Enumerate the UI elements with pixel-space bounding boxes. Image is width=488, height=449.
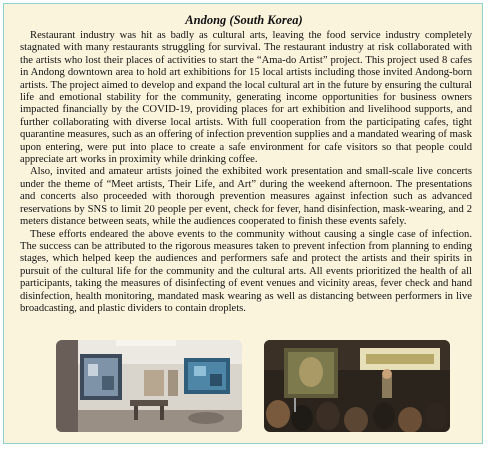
cafe-exhibition-photo [56, 340, 242, 432]
live-concert-photo [264, 340, 450, 432]
paragraph-3: These efforts endeared the above events to the community without causing a single case of infection. The success can be attributed to the rigorous measures taken to prevent infection from planning to ending stages, which helped keep the audiences and performers safe and protect the artists and their spirits in pursuit of the cultural life for the community and the cultural arts. All events prioritized the health of all participants, taking the measures of disinfecting of event venues and vicinity areas, fever check and hand disinfection, health monitoring, mandated mask wearing as well as distancing between performers in live broadcasting, and plastic dividers to contain droplets. [20, 228, 472, 314]
case-study-title: Andong (South Korea) [185, 13, 303, 27]
paragraph-2: Also, invited and amateur artists joined the exhibited work presentation and small-scale live concerts under the theme of “Meet artists, Their Life, and Art” during the weekend afternoon. The presentations and concerts also proceeded with thorough prevention measures against infection such as advanced reservations by SNS to limit 20 people per event, check for fever, hand disinfection, mask-wearing, and 2 meters distance between seats, while the audiences cooperated to finish these events safely. [20, 166, 472, 228]
case-study-box [3, 3, 483, 444]
paragraph-1: Restaurant industry was hit as badly as cultural arts, leaving the food service industry completely stagnated with many restaurants struggling for survival. The restaurant industry at risk collaborated with the artists who lost their places of activities to start the “Ama-do Artist” project. This project used 8 cafes in Andong downtown area to hold art exhibitions for 15 local artists including those invited Andong-born artists. The project aimed to develop and expand the local cultural art in the future by ensuring the cultural life and emotional stability for the community, generating income opportunities for business owners impacted financially by the COVID-19, providing places for art exhibition and livelihood supports, and further collaborating with diverse local artists. With full cooperation from the participating cafes, tight quarantine measures, such as an offering of infection prevention supplies and a mandated wearing of mask upon entering, were put into place to create a safe environment for cafe visitors so that people could appreciate art works in proximity while drinking coffee. [20, 30, 472, 166]
case-study-body [20, 30, 472, 315]
